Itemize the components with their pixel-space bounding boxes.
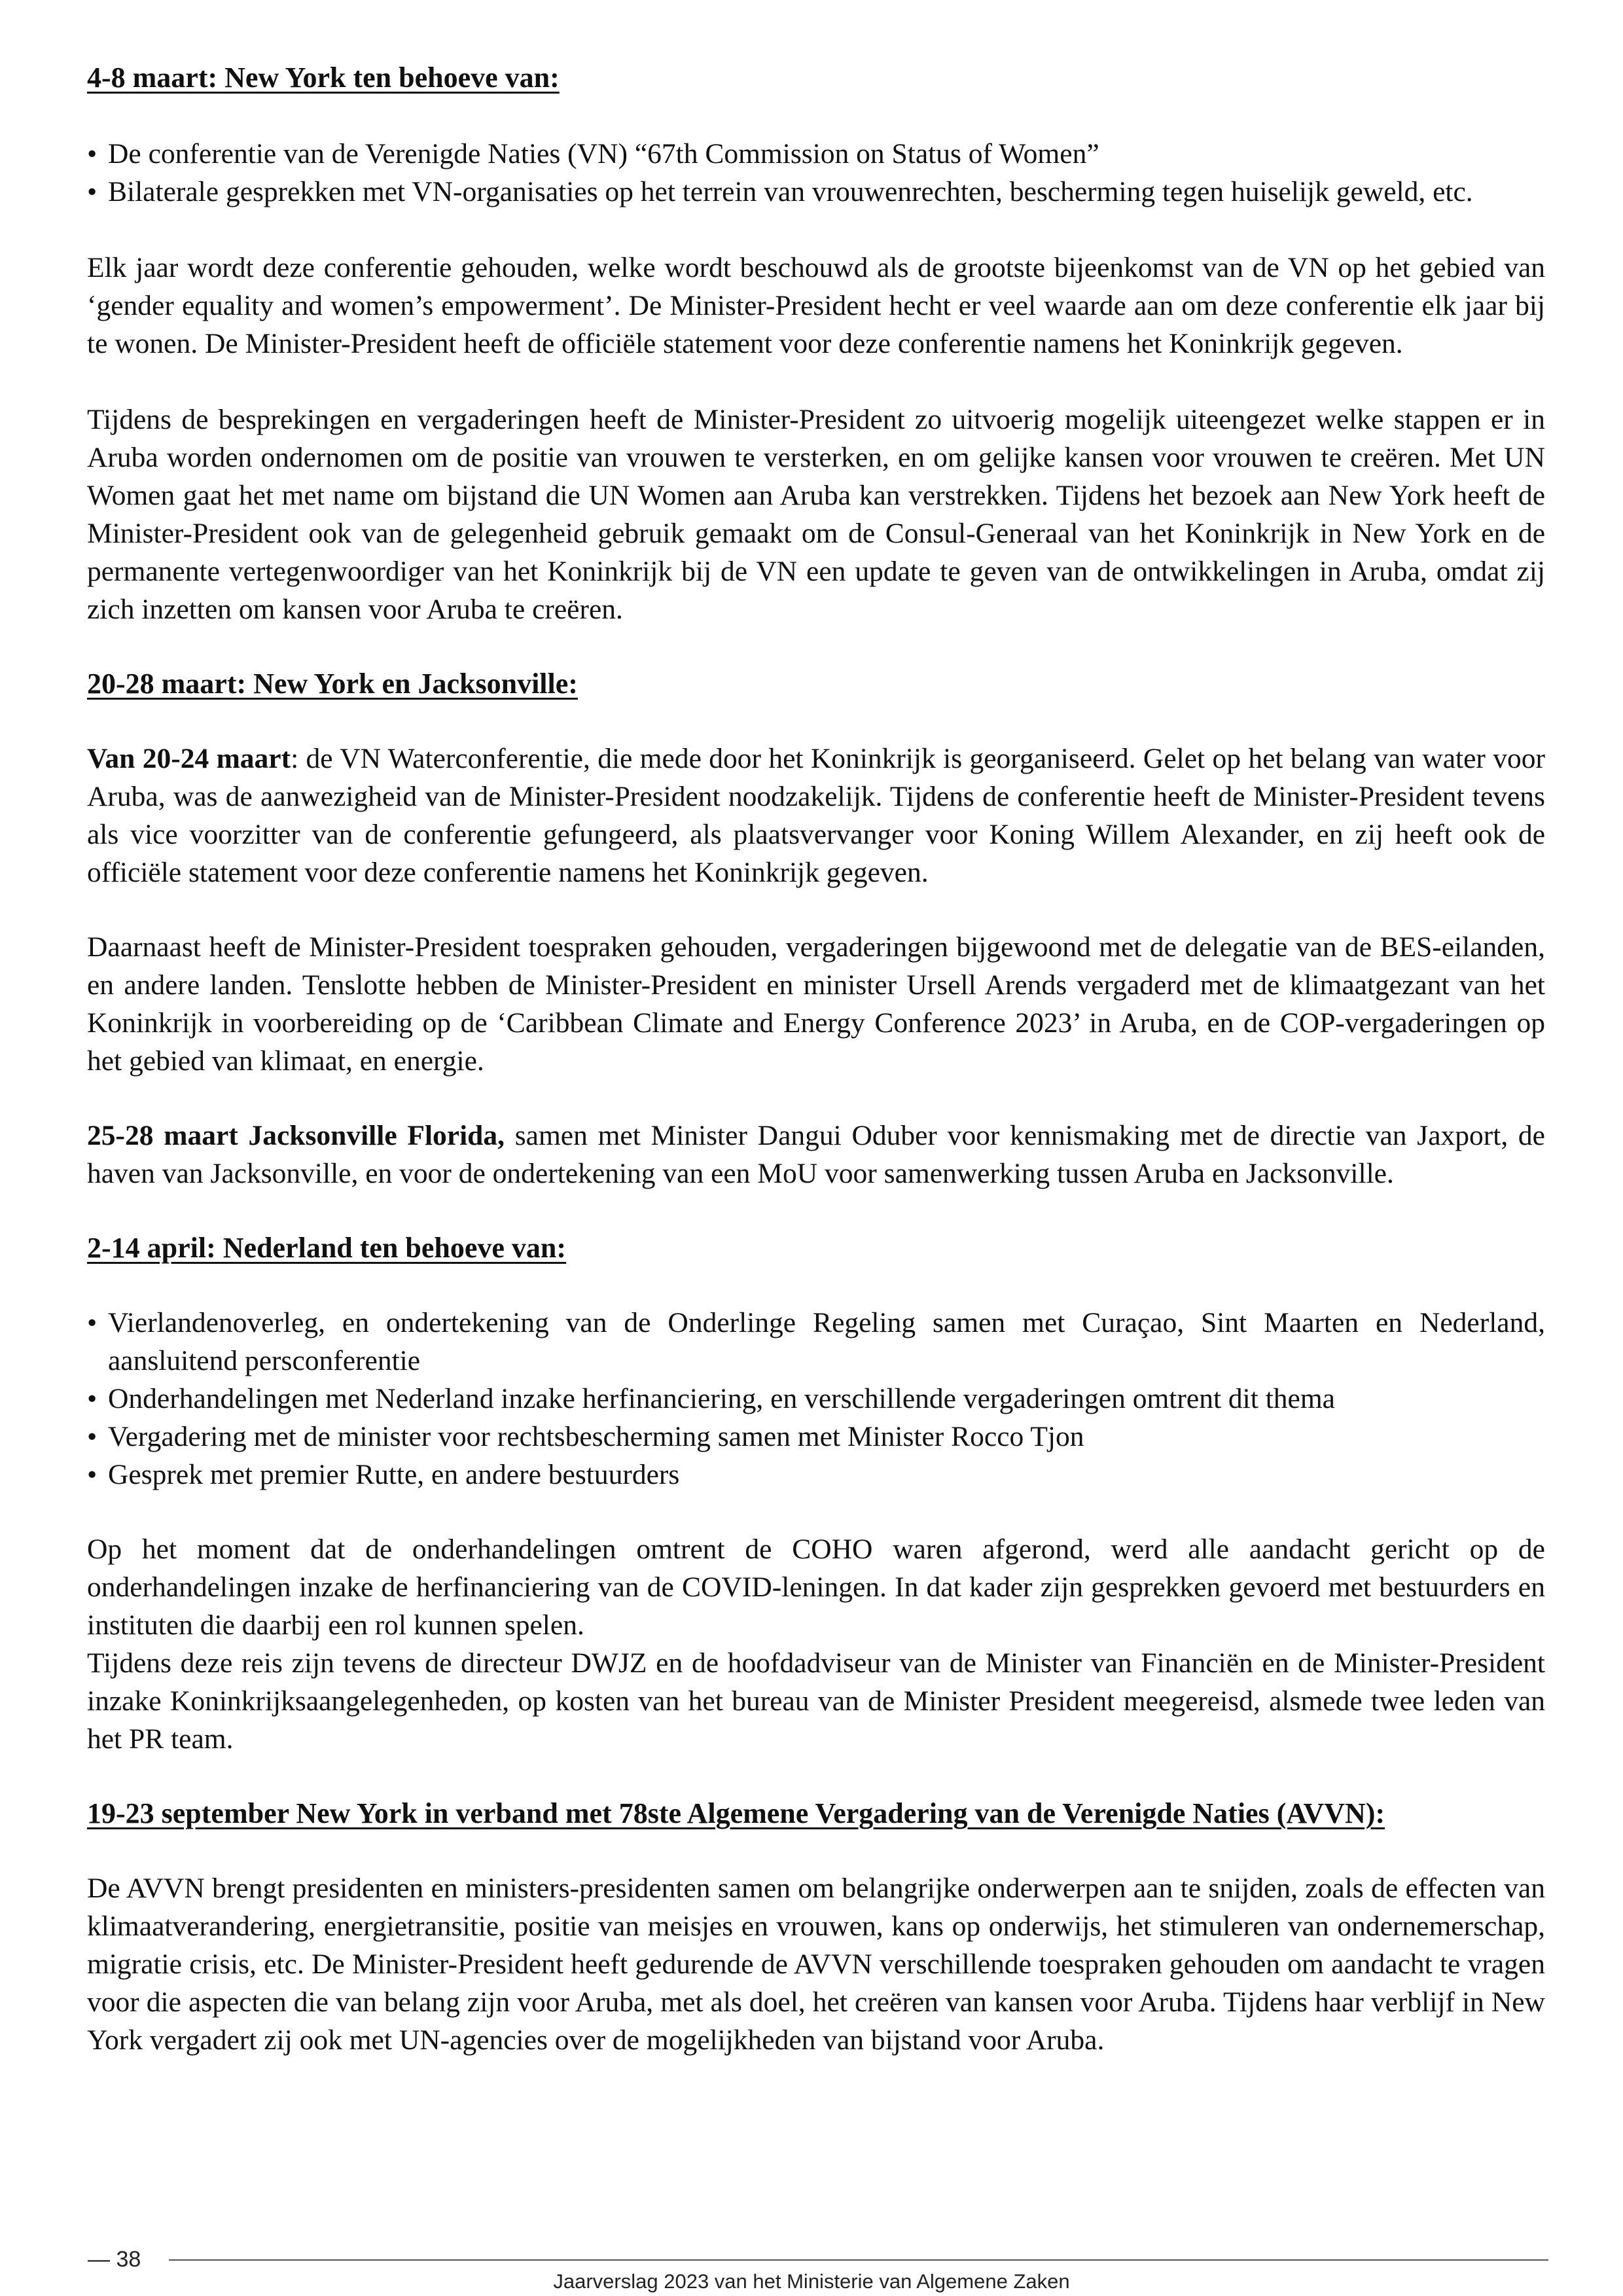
footer-divider <box>169 2259 1548 2261</box>
section-heading: 4-8 maart: New York ten behoeve van: <box>87 62 560 94</box>
list-item: • Vergadering met de minister voor rechtsbescherming samen met Minister Rocco Tjon <box>87 1421 1084 1452</box>
paragraph: Op het moment dat de onderhandelingen omtrent de COHO waren afgerond, werd alle aandacht gericht op de onderhandelingen inzake de herfinanciering van de COVID-leningen. In dat kader zijn gesprekken gevoerd met bestuurders en instituten die daarbij een rol kunnen spelen. <box>87 1534 1545 1641</box>
list-item: • Bilaterale gesprekken met VN-organisaties op het terrein van vrouwenrechten, bescherming tegen huiselijk geweld, etc. <box>87 176 1473 207</box>
bullet-list <box>87 135 1545 211</box>
paragraph: Daarnaast heeft de Minister-President toespraken gehouden, vergaderingen bijgewoond met de delegatie van de BES-eilanden, en andere landen. Tenslotte hebben de Minister-President en minister Ursell Arends vergaderd met de klimaatgezant van het Koninkrijk in voorbereiding op de ‘Caribbean Climate and Energy Conference 2023’ in Aruba, en de COP-vergaderingen op het gebied van klimaat, en energie. <box>87 931 1545 1077</box>
footer-title: Jaarverslag 2023 van het Ministerie van Algemene Zaken <box>553 2270 1070 2293</box>
list-item: • Gesprek met premier Rutte, en andere bestuurders <box>87 1459 680 1490</box>
paragraph: Elk jaar wordt deze conferentie gehouden, welke wordt beschouwd als de grootste bijeenkomst van de VN op het gebied van ‘gender equality and women’s empowerment’. De Minister-President hecht er veel waarde aan om deze conferentie elk jaar bij te wonen. De Minister-President heeft de officiële statement voor deze conferentie namens het Koninkrijk gegeven. <box>87 252 1545 359</box>
list-item: • Vierlandenoverleg, en ondertekening van de Onderlinge Regeling samen met Curaçao, Sint Maarten en Nederland, aansluitend persconferentie <box>87 1307 1545 1376</box>
paragraph: Van 20-24 maart: de VN Waterconferentie, die mede door het Koninkrijk is georganiseerd. Gelet op het belang van water voor Aruba, was de aanwezigheid van de Minister-President noodzakelijk. Tijdens de conferentie heeft de Minister-President tevens als vice voorzitter van de conferentie gefungeerd, als plaatsvervanger voor Koning Willem Alexander, en zij heeft ook de officiële statement voor deze conferentie namens het Koninkrijk gegeven. <box>87 743 1545 888</box>
list-item: • Onderhandelingen met Nederland inzake herfinanciering, en verschillende vergaderingen omtrent dit thema <box>87 1383 1335 1414</box>
section-heading: 2-14 april: Nederland ten behoeve van: <box>87 1232 567 1264</box>
paragraph: Tijdens de besprekingen en vergaderingen heeft de Minister-President zo uitvoerig mogelijk uiteengezet welke stappen er in Aruba worden ondernomen om de positie van vrouwen te versterken, en om gelijke kansen voor vrouwen te creëren. Met UN Women gaat het met name om bijstand die UN Women aan Aruba kan verstrekken. Tijdens het bezoek aan New York heeft de Minister-President ook van de gelegenheid gebruik gemaakt om de Consul-Generaal van het Koninkrijk in New York en de permanente vertegenwoordiger van het Koninkrijk bij de VN een update te geven van de ontwikkelingen in Aruba, omdat zij zich inzetten om kansen voor Aruba te creëren. <box>87 404 1545 625</box>
list-item: • De conferentie van de Verenigde Naties (VN) “67th Commission on Status of Women” <box>87 138 1099 170</box>
paragraph: Tijdens deze reis zijn tevens de directeur DWJZ en de hoofdadviseur van de Minister van Financiën en de Minister-President inzake Koninkrijksaangelegenheden, op kosten van het bureau van de Minister President meegereisd, alsmede twee leden van het PR team. <box>87 1647 1545 1755</box>
bullet-list <box>87 1304 1545 1494</box>
paragraph: De AVVN brengt presidenten en ministers-presidenten samen om belangrijke onderwerpen aan te snijden, zoals de effecten van klimaatverandering, energietransitie, positie van meisjes en vrouwen, kans op onderwijs, het stimuleren van ondernemerschap, migratie crisis, etc. De Minister-President heeft gedurende de AVVN verschillende toespraken gehouden om aandacht te vragen voor die aspecten die van belang zijn voor Aruba, met als doel, het creëren van kansen voor Aruba. Tijdens haar verblijf in New York vergadert zij ook met UN-agencies over de mogelijkheden van bijstand voor Aruba. <box>87 1873 1545 2056</box>
paragraph: 25-28 maart Jacksonville Florida, samen met Minister Dangui Oduber voor kennismaking met de directie van Jaxport, de haven van Jacksonville, en voor de ondertekening van een MoU voor samenwerking tussen Aruba en Jacksonville. <box>87 1120 1545 1189</box>
section-heading: 20-28 maart: New York en Jacksonville: <box>87 668 578 700</box>
page-content <box>87 59 1545 2059</box>
section-heading: 19-23 september New York in verband met 78ste Algemene Vergadering van de Verenigde Naties (AVVN): <box>87 1797 1385 1829</box>
page-number: — 38 <box>88 2247 141 2272</box>
